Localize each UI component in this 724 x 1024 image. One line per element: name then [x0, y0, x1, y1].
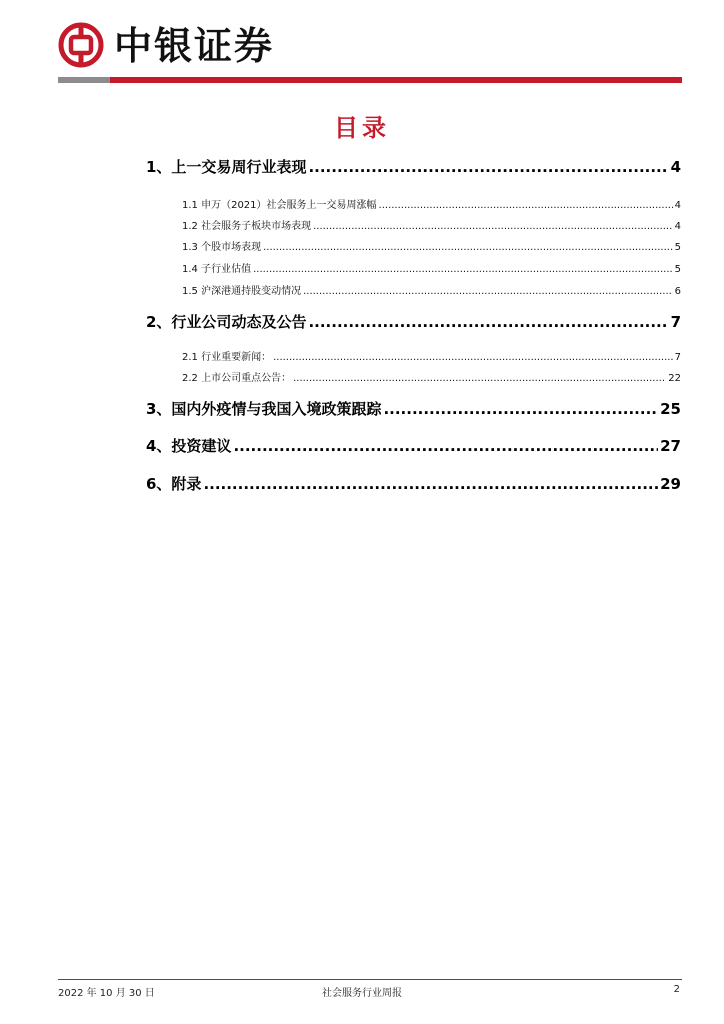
- toc-entry-page: 25: [660, 400, 681, 418]
- toc-entry-label: 3、国内外疫情与我国入境政策跟踪: [146, 400, 382, 418]
- toc-entry-label: 1、上一交易周行业表现: [146, 158, 307, 176]
- toc-entry-page: 5: [674, 242, 681, 253]
- toc-entry-page: 6: [674, 286, 681, 297]
- toc-entry-label: 6、附录: [146, 475, 202, 493]
- dot-leader: [273, 352, 673, 363]
- toc-entry[interactable]: [182, 238, 681, 253]
- toc-entry[interactable]: [182, 348, 681, 363]
- toc-entry[interactable]: [182, 217, 681, 232]
- toc-entry[interactable]: [146, 311, 681, 332]
- toc-entry-page: 4: [670, 158, 681, 176]
- dot-leader: [303, 286, 673, 297]
- toc-entry-label: 2.1 行业重要新闻：: [182, 352, 272, 363]
- dot-leader: [379, 200, 673, 211]
- dot-leader: [313, 221, 673, 232]
- dot-leader: [253, 264, 673, 275]
- toc-entry-label: 1.5 沪深港通持股变动情况: [182, 286, 302, 297]
- dot-leader: [203, 475, 658, 493]
- dot-leader: [293, 373, 666, 384]
- page-header: [58, 18, 682, 84]
- footer-date: 2022 年 10 月 30 日: [58, 988, 155, 999]
- toc-entry-page: 29: [660, 475, 681, 493]
- toc-entry-page: 5: [674, 264, 681, 275]
- dot-leader: [233, 437, 658, 455]
- toc-entry-label: 1.1 申万（2021）社会服务上一交易周涨幅: [182, 200, 377, 211]
- toc-entry-page: 4: [674, 200, 681, 211]
- footer-rule: [58, 979, 682, 980]
- toc-entry-label: 1.3 个股市场表现: [182, 242, 262, 253]
- toc-entry-label: 1.4 子行业估值: [182, 264, 252, 275]
- toc-entry-page: 22: [668, 373, 681, 384]
- footer-page-number: 2: [673, 984, 680, 995]
- toc-entry-label: 2、行业公司动态及公告: [146, 313, 307, 331]
- header-rule-red: [110, 77, 682, 83]
- toc-title: 目录: [334, 114, 390, 142]
- toc-entry[interactable]: [146, 156, 681, 177]
- toc-entry[interactable]: [146, 398, 681, 419]
- toc-entry-page: 7: [674, 352, 681, 363]
- toc-entry-label: 4、投资建议: [146, 437, 232, 455]
- dot-leader: [308, 158, 668, 176]
- toc-entry[interactable]: [182, 369, 681, 384]
- toc-entry[interactable]: [146, 473, 681, 494]
- toc-entry[interactable]: [182, 196, 681, 211]
- bank-of-china-logo-icon: [58, 22, 104, 68]
- toc-entry[interactable]: [146, 435, 681, 456]
- brand-name: 中银证券: [114, 23, 275, 68]
- toc-entry-page: 27: [660, 437, 681, 455]
- toc-entry-label: 2.2 上市公司重点公告：: [182, 373, 292, 384]
- toc-entry-page: 7: [670, 313, 681, 331]
- dot-leader: [263, 242, 673, 253]
- dot-leader: [308, 313, 668, 331]
- toc-entry[interactable]: [182, 282, 681, 297]
- toc-entry[interactable]: [182, 260, 681, 275]
- footer-report-name: 社会服务行业周报: [322, 988, 402, 999]
- dot-leader: [383, 400, 658, 418]
- header-rule-gray: [58, 77, 110, 83]
- toc-entry-page: 4: [674, 221, 681, 232]
- toc-entry-label: 1.2 社会服务子板块市场表现: [182, 221, 312, 232]
